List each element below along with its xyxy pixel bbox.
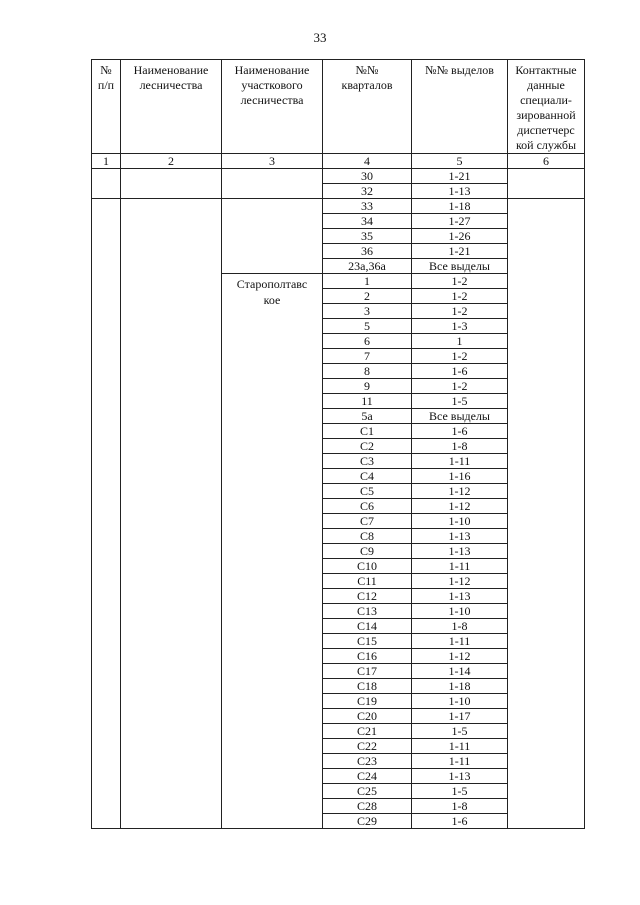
spacer-col-6 (508, 199, 585, 829)
quarter-number: С19 (323, 694, 412, 709)
spacer-col-1 (92, 169, 121, 199)
column-number: 3 (222, 154, 323, 169)
section-range: 1-5 (412, 784, 508, 799)
quarter-number: С1 (323, 424, 412, 439)
header-col-5: №№ выделов (412, 60, 508, 154)
quarter-number: С11 (323, 574, 412, 589)
quarter-number: С7 (323, 514, 412, 529)
quarter-number: С20 (323, 709, 412, 724)
spacer-col-1 (92, 199, 121, 829)
section-range: 1-10 (412, 604, 508, 619)
quarter-number: С29 (323, 814, 412, 829)
forestry-table (91, 59, 585, 829)
section-range: 1-3 (412, 319, 508, 334)
column-number: 1 (92, 154, 121, 169)
quarter-number: С17 (323, 664, 412, 679)
header-col-2: Наименование лесничества (121, 60, 222, 154)
column-number: 4 (323, 154, 412, 169)
section-range: 1-11 (412, 634, 508, 649)
section-range: 1-11 (412, 454, 508, 469)
section-range: 1-21 (412, 244, 508, 259)
quarter-number: 36 (323, 244, 412, 259)
quarter-number: 2 (323, 289, 412, 304)
quarter-number: 30 (323, 169, 412, 184)
quarter-number: С4 (323, 469, 412, 484)
quarter-number: С22 (323, 739, 412, 754)
page-number: 33 (313, 30, 327, 45)
quarter-number: С6 (323, 499, 412, 514)
section-range: 1-8 (412, 799, 508, 814)
spacer-col-2 (121, 169, 222, 199)
header-col-4: №№ кварталов (323, 60, 412, 154)
quarter-number: 8 (323, 364, 412, 379)
quarter-number: 9 (323, 379, 412, 394)
section-range: 1-12 (412, 484, 508, 499)
section-range: 1-2 (412, 304, 508, 319)
quarter-number: С25 (323, 784, 412, 799)
section-range: 1-11 (412, 739, 508, 754)
quarter-number: 33 (323, 199, 412, 214)
section-range: 1-12 (412, 574, 508, 589)
section-range: 1-18 (412, 679, 508, 694)
section-range: 1-18 (412, 199, 508, 214)
spacer-col-3 (222, 199, 323, 274)
section-range: 1-8 (412, 439, 508, 454)
section-range: 1-6 (412, 424, 508, 439)
section-range: 1-27 (412, 214, 508, 229)
spacer-col-6 (508, 169, 585, 199)
quarter-number: 5 (323, 319, 412, 334)
section-range: 1-6 (412, 364, 508, 379)
quarter-number: С8 (323, 529, 412, 544)
section-range: 1-10 (412, 514, 508, 529)
quarter-number: 1 (323, 274, 412, 289)
section-range: 1-6 (412, 814, 508, 829)
quarter-number: С13 (323, 604, 412, 619)
section-range: 1-2 (412, 289, 508, 304)
quarter-number: 5а (323, 409, 412, 424)
section-range: 1-11 (412, 754, 508, 769)
section-range: 1-5 (412, 394, 508, 409)
section-range: 1-14 (412, 664, 508, 679)
section-range: 1-10 (412, 694, 508, 709)
header-col-3: Наименование участкового лесничества (222, 60, 323, 154)
spacer-col-2 (121, 199, 222, 829)
section-range: 1-13 (412, 529, 508, 544)
section-range: 1-26 (412, 229, 508, 244)
section-range: 1-13 (412, 769, 508, 784)
section-range: 1-2 (412, 274, 508, 289)
quarter-number: 6 (323, 334, 412, 349)
header-row (92, 60, 585, 154)
quarter-number: С2 (323, 439, 412, 454)
section-range: 1-2 (412, 379, 508, 394)
section-range: 1-17 (412, 709, 508, 724)
quarter-number: С28 (323, 799, 412, 814)
section-range: 1-2 (412, 349, 508, 364)
quarter-number: С24 (323, 769, 412, 784)
section-range: 1-5 (412, 724, 508, 739)
quarter-number: С15 (323, 634, 412, 649)
section-range: Все выделы (412, 409, 508, 424)
quarter-number: С14 (323, 619, 412, 634)
quarter-number: 3 (323, 304, 412, 319)
quarter-number: 32 (323, 184, 412, 199)
table-body (92, 154, 585, 829)
column-number: 6 (508, 154, 585, 169)
quarter-number: 7 (323, 349, 412, 364)
quarter-number: С12 (323, 589, 412, 604)
section-range: 1 (412, 334, 508, 349)
column-number: 5 (412, 154, 508, 169)
section-range: 1-12 (412, 649, 508, 664)
quarter-number: 23а,36а (323, 259, 412, 274)
header-col-6: Контактные данные специали- зированной диспетчерс кой службы (508, 60, 585, 154)
section-range: 1-11 (412, 559, 508, 574)
section-range: 1-21 (412, 169, 508, 184)
table-row (92, 169, 585, 184)
quarter-number: С21 (323, 724, 412, 739)
quarter-number: 34 (323, 214, 412, 229)
quarter-number: С18 (323, 679, 412, 694)
column-numbers-row (92, 154, 585, 169)
column-number: 2 (121, 154, 222, 169)
quarter-number: С16 (323, 649, 412, 664)
header-col-1: № п/п (92, 60, 121, 154)
quarter-number: С3 (323, 454, 412, 469)
quarter-number: 35 (323, 229, 412, 244)
quarter-number: 11 (323, 394, 412, 409)
section-range: 1-13 (412, 589, 508, 604)
quarter-number: С9 (323, 544, 412, 559)
section-range: 1-13 (412, 544, 508, 559)
section-range: 1-13 (412, 184, 508, 199)
table-row (92, 199, 585, 214)
section-range: 1-12 (412, 499, 508, 514)
spacer-col-3 (222, 169, 323, 199)
quarter-number: С23 (323, 754, 412, 769)
section-range: Все выделы (412, 259, 508, 274)
quarter-number: С10 (323, 559, 412, 574)
section-range: 1-8 (412, 619, 508, 634)
section-range: 1-16 (412, 469, 508, 484)
forestry-name-cell: Старополтавс кое (222, 274, 323, 829)
quarter-number: С5 (323, 484, 412, 499)
